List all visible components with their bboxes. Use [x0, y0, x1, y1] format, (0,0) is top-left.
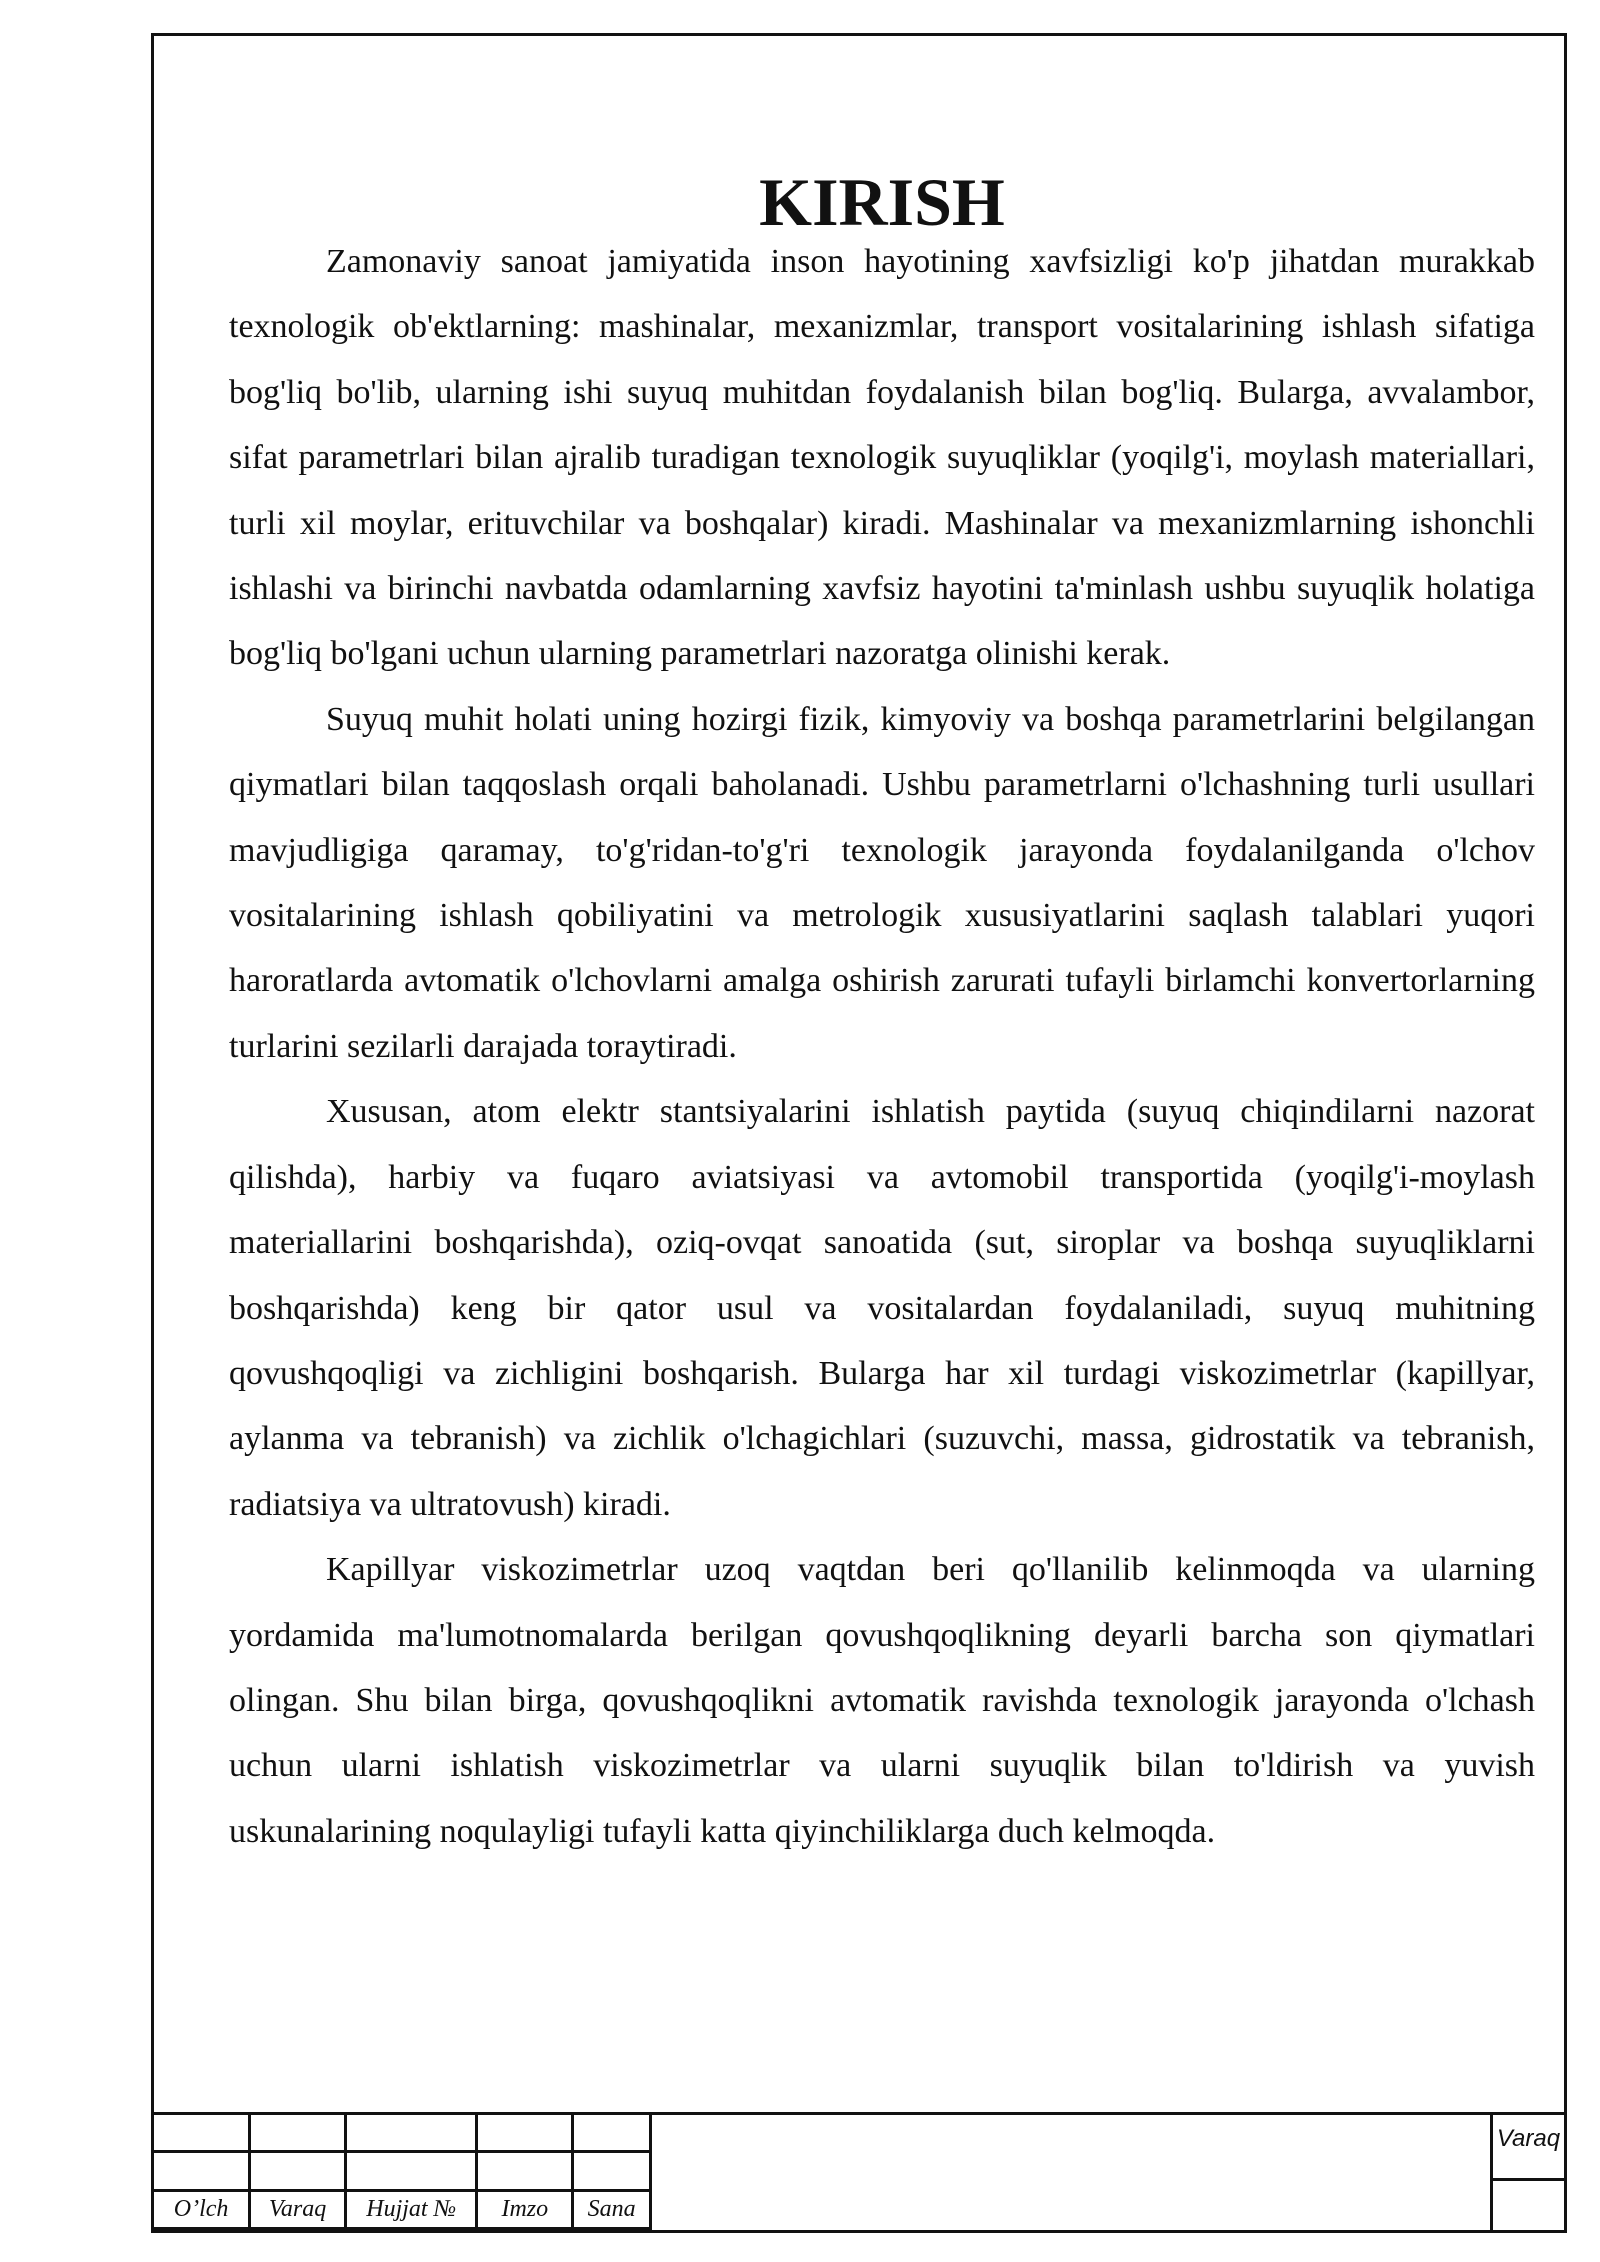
document-body: [229, 164, 1535, 1864]
document-title: KIRISH: [759, 164, 1005, 240]
column-label-imzo: Imzo: [477, 2190, 573, 2228]
title-block: [151, 2115, 1567, 2233]
column-label-varaq: Varaq: [250, 2190, 346, 2228]
title-block-cell: [573, 2152, 651, 2190]
paragraph-3: Xususan, atom elektr stantsiyalarini ishlatish paytida (suyuq chiqindilarni nazorat qilishda), harbiy va fuqaro aviatsiyasi va avtomobil transportida (yoqilg'i-moylash materiallarini boshqarishda), oziq-ovqat sanoatida (sut, siroplar va boshqa suyuqliklarni boshqarishda) keng bir qator usul va vositalardan foydalaniladi, suyuq muhitning qovushqoqligi va zichligini boshqarish. Bularga har xil turdagi viskozimetrlar (kapillyar, aylanma va tebranish) va zichlik o'lchagichlari (suzuvchi, massa, gidrostatik va tebranish, radiatsiya va ultratovush) kiradi.: [229, 1093, 1535, 1523]
title-block-cell: [250, 2115, 346, 2152]
column-label-olch: O’lch: [154, 2190, 250, 2228]
title-block-cell: [345, 2115, 477, 2152]
title-block-header-row: [154, 2190, 651, 2228]
title-block-cell: [250, 2152, 346, 2190]
sheet-number-box: [1490, 2115, 1564, 2230]
title-block-cell: [573, 2115, 651, 2152]
paragraph-1: Zamonaviy sanoat jamiyatida inson hayotining xavfsizligi ko'p jihatdan murakkab texnologik ob'ektlarning: mashinalar, mexanizmlar, transport vositalarining ishlash sifatiga bog'liq bo'lib, ularning ishi suyuq muhitdan foydalanish bilan bog'liq. Bularga, avvalambor, sifat parametrlari bilan ajralib turadigan texnologik suyuqliklar (yoqilg'i, moylash materiallari, turli xil moylar, erituvchilar va boshqalar) kiradi. Mashinalar va mexanizmlarning ishonchli ishlashi va birinchi navbatda odamlarning xavfsiz hayotini ta'minlash ushbu suyuqlik holatiga bog'liq bo'lgani uchun ularning parametrlari nazoratga olinishi kerak.: [229, 243, 1535, 673]
title-block-table: [154, 2115, 652, 2230]
title-block-cell: [154, 2115, 250, 2152]
column-label-sana: Sana: [573, 2190, 651, 2228]
title-block-cell: [477, 2152, 573, 2190]
paragraph-2: Suyuq muhit holati uning hozirgi fizik, kimyoviy va boshqa parametrlarini belgilangan qiymatlari bilan taqqoslash orqali baholanadi. Ushbu parametrlarni o'lchashning turli usullari mavjudligiga qaramay, to'g'ridan-to'g'ri texnologik jarayonda foydalanilganda o'lchov vositalarining ishlash qobiliyatini va metrologik xususiyatlarini saqlash talablari yuqori haroratlarda avtomatik o'lchovlarni amalga oshirish zarurati tufayli birlamchi konvertorlarning turlarini sezilarli darajada toraytiradi.: [229, 700, 1535, 1065]
title-block-cell: [477, 2115, 573, 2152]
column-label-hujjat: Hujjat №: [345, 2190, 477, 2228]
paragraph-4: Kapillyar viskozimetrlar uzoq vaqtdan beri qo'llanilib kelinmoqda va ularning yordamida ma'lumotnomalarda berilgan qovushqoqlikning deyarli barcha son qiymatlari olingan. Shu bilan birga, qovushqoqlikni avtomatik ravishda texnologik jarayonda o'lchash uchun ularni ishlatish viskozimetrlar va ularni suyuqlik bilan to'ldirish va yuvish uskunalarining noqulayligi tufayli katta qiyinchiliklarga duch kelmoqda.: [229, 1551, 1535, 1850]
title-block-cell: [154, 2152, 250, 2190]
title-block-cell: [345, 2152, 477, 2190]
title-block-row: [154, 2115, 651, 2152]
title-block-row: [154, 2152, 651, 2190]
sheet-label: Varaq: [1493, 2115, 1564, 2181]
